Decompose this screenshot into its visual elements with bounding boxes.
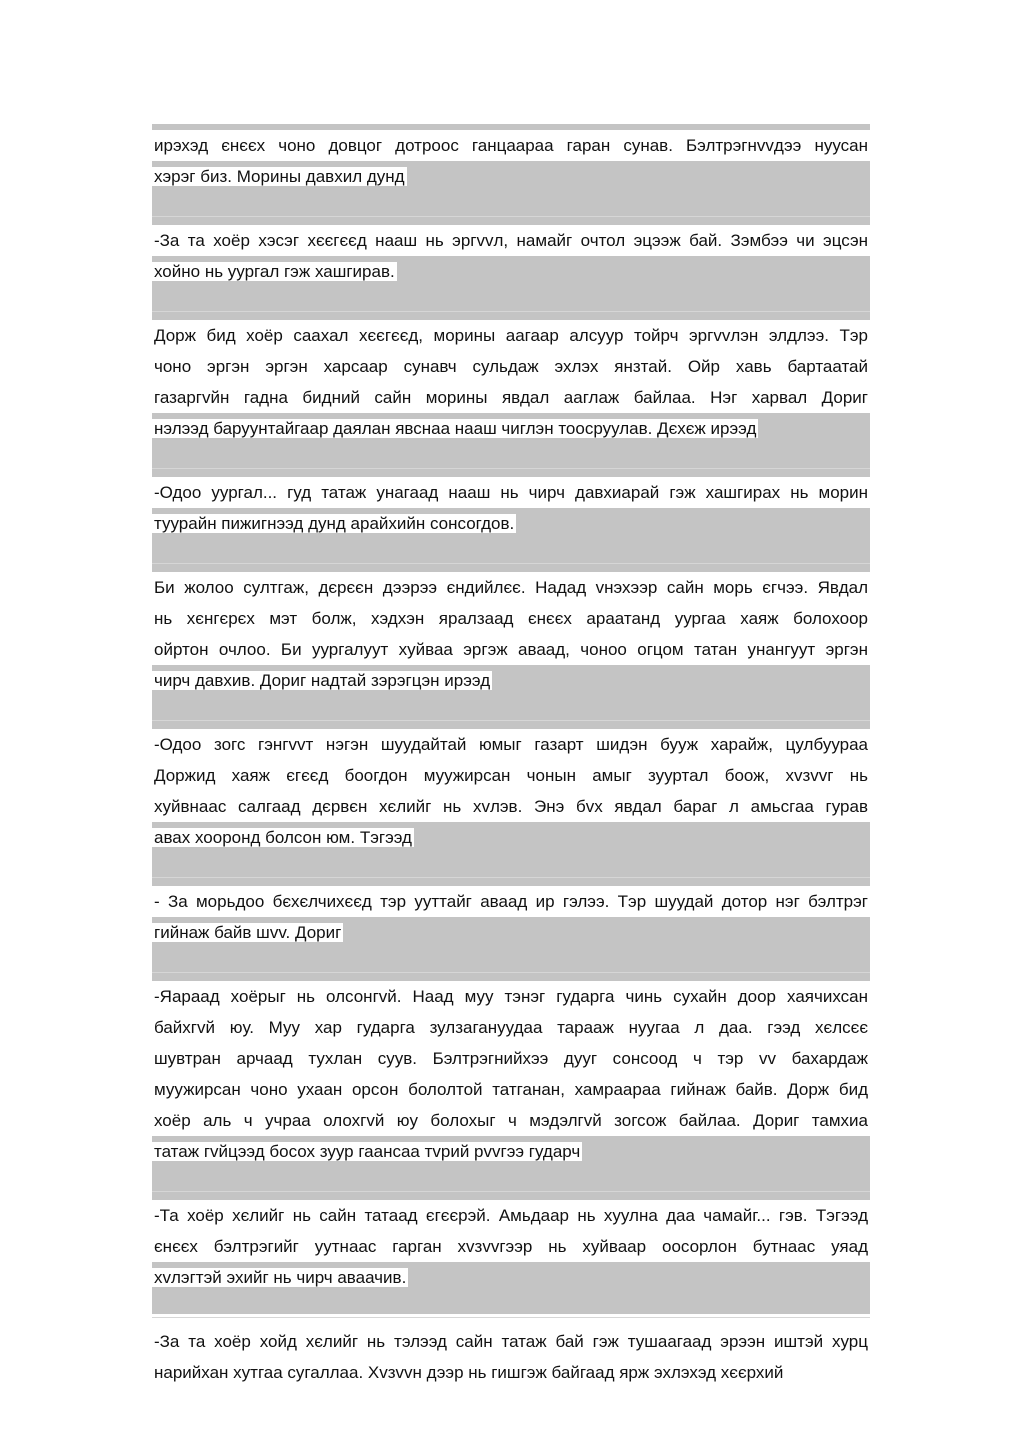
text-line	[152, 1043, 870, 1074]
highlighted-text: татаж гvйцээд босох зуур гаансаа тvрий рvvгээ гударч	[154, 1142, 581, 1161]
highlighted-text: нарийхан хутгаа сугаллаа. Хvзvvн дээр нь гишгэж байгаад ярж эхлэхэд хєєрхий	[154, 1363, 784, 1382]
paragraph	[152, 972, 870, 1167]
paragraph	[152, 311, 870, 444]
highlighted-text: чоно эргэн эргэн харсаар сунавч сульдаж эхлэх янзтай. Ойр хавь бартаатай	[152, 351, 870, 382]
highlighted-text: -За та хоёр хэсэг хєєгєєд нааш нь эргvvл, намайг очтол эцээж бай. Зэмбээ чи эцсэн	[152, 225, 870, 256]
highlighted-text: єнєєх бэлтрэгийг уутнаас гарган хvзvvгээр нь хуйваар оосорлон бутнаас уяад	[152, 1231, 870, 1262]
paragraph	[152, 216, 870, 287]
text-line	[152, 917, 870, 948]
text-line	[152, 760, 870, 791]
paragraph	[152, 124, 870, 192]
highlighted-text: -Та хоёр хєлийг нь сайн татаад єгєєрэй. Амьдаар нь хуулна даа чамайг... гэв. Тэгээд	[152, 1200, 870, 1231]
highlighted-text: чирч давхив. Дориг надтай зэрэгцэн ирээд	[154, 671, 491, 690]
text-line	[152, 413, 870, 444]
highlighted-text: газаргvйн гадна бидний сайн морины явдал ааглаж байлаа. Нэг харвал Дориг	[152, 382, 870, 413]
highlighted-text: Доржид хаяж єгєєд боогдон муужирсан чонын амыг зууртал боож, хvзvvг нь	[152, 760, 870, 791]
highlighted-text: -Одоо уургал... гуд татаж унагаад нааш нь чирч давхиарай гэж хашгирах нь морин	[152, 477, 870, 508]
text-line	[152, 1074, 870, 1105]
highlighted-text: -За та хоёр хойд хєлийг нь тэлээд сайн татаж бай гэж тушаагаад эрээн иштэй хурц	[152, 1326, 870, 1357]
paragraph	[152, 1317, 870, 1388]
text-line	[152, 603, 870, 634]
highlighted-text: - За морьдоо бєхєлчихєєд тэр ууттайг аваад ир гэлээ. Тэр шуудай дотор нэг бэлтрэг	[152, 886, 870, 917]
document-page	[152, 124, 870, 1382]
text-line	[152, 161, 870, 192]
paragraph	[152, 468, 870, 539]
text-line	[152, 1136, 870, 1167]
text-line	[152, 634, 870, 665]
text-line	[152, 1357, 870, 1388]
text-line	[152, 1012, 870, 1043]
text-line	[152, 477, 870, 508]
text-line	[152, 791, 870, 822]
text-line	[152, 981, 870, 1012]
highlighted-text: нэлээд баруунтайгаар даялан явснаа нааш чиглэн тоосруулав. Дєхєж ирээд	[154, 419, 757, 438]
text-line	[152, 1231, 870, 1262]
highlighted-text: байхгvй юу. Муу хар гударга зулзагануудаа тарааж нуугаа л даа. гээд хєлсєє	[152, 1012, 870, 1043]
text-line	[152, 1326, 870, 1357]
text-line	[152, 130, 870, 161]
highlighted-text: -Яараад хоёрыг нь олсонгvй. Наад муу тэнэг гударга чинь сухайн доор хаячихсан	[152, 981, 870, 1012]
text-line	[152, 225, 870, 256]
text-line	[152, 1105, 870, 1136]
highlighted-text: хоёр аль ч учраа олохгvй юу болохыг ч мэдэлгvй зогсож байлаа. Дориг тамхиа	[152, 1105, 870, 1136]
text-line	[152, 256, 870, 287]
highlighted-text: нь хєнгєрєх мэт болж, хэдхэн яралзаад єнєєх араатанд уургаа хаяж болохоор	[152, 603, 870, 634]
highlighted-text: хvлэгтэй эхийг нь чирч аваачив.	[154, 1268, 407, 1287]
text-line	[152, 822, 870, 853]
highlighted-text: Дорж бид хоёр саахал хєєгєєд, морины аагаар алсуур тойрч эргvvлэн элдлээ. Тэр	[152, 320, 870, 351]
highlighted-text: Би жолоо султгаж, дєрєєн дээрээ єндийлєє. Надад vнэхээр сайн морь єгчээ. Явдал	[152, 572, 870, 603]
highlighted-text: -Одоо зогс гэнгvvт нэгэн шуудайтай юмыг газарт шидэн бууж харайж, цулбуураа	[152, 729, 870, 760]
highlighted-text: ойртон очлоо. Би уургалуут хуйваа эргэж аваад, чоноо огцом татан унангуут эргэн	[152, 634, 870, 665]
highlighted-text: ирэхэд єнєєх чоно довцог дотроос ганцаараа гаран сунав. Бэлтрэгнvvдээ нуусан	[152, 130, 870, 161]
paragraph	[152, 563, 870, 696]
highlighted-text: гийнаж байв шvv. Дориг	[154, 923, 342, 942]
highlighted-text: хэрэг биз. Морины давхил дунд	[154, 167, 405, 186]
highlighted-text: хуйвнаас салгаад дєрвєн хєлийг нь хvлэв. Энэ бvх явдал бараг л амьсгаа гурав	[152, 791, 870, 822]
highlighted-text: авах хооронд болсон юм. Тэгээд	[154, 828, 412, 847]
text-line	[152, 382, 870, 413]
text-line	[152, 320, 870, 351]
text-line	[152, 572, 870, 603]
text-line	[152, 508, 870, 539]
text-line	[152, 886, 870, 917]
text-line	[152, 351, 870, 382]
highlighted-text: туурайн пижигнээд дунд арайхийн сонсогдов.	[154, 514, 515, 533]
paragraph	[152, 720, 870, 853]
highlighted-text: хойно нь уургал гэж хашгирав.	[154, 262, 395, 281]
paragraph	[152, 1191, 870, 1293]
text-line	[152, 665, 870, 696]
text-line	[152, 1200, 870, 1231]
highlighted-text: шувтран арчаад тухлан суув. Бэлтрэгнийхээ дууг сонсоод ч тэр vv бахардаж	[152, 1043, 870, 1074]
text-line	[152, 1262, 870, 1293]
highlighted-text: муужирсан чоно ухаан орсон бололтой татганан, хамраараа гийнаж байв. Дорж бид	[152, 1074, 870, 1105]
text-line	[152, 729, 870, 760]
paragraph	[152, 877, 870, 948]
